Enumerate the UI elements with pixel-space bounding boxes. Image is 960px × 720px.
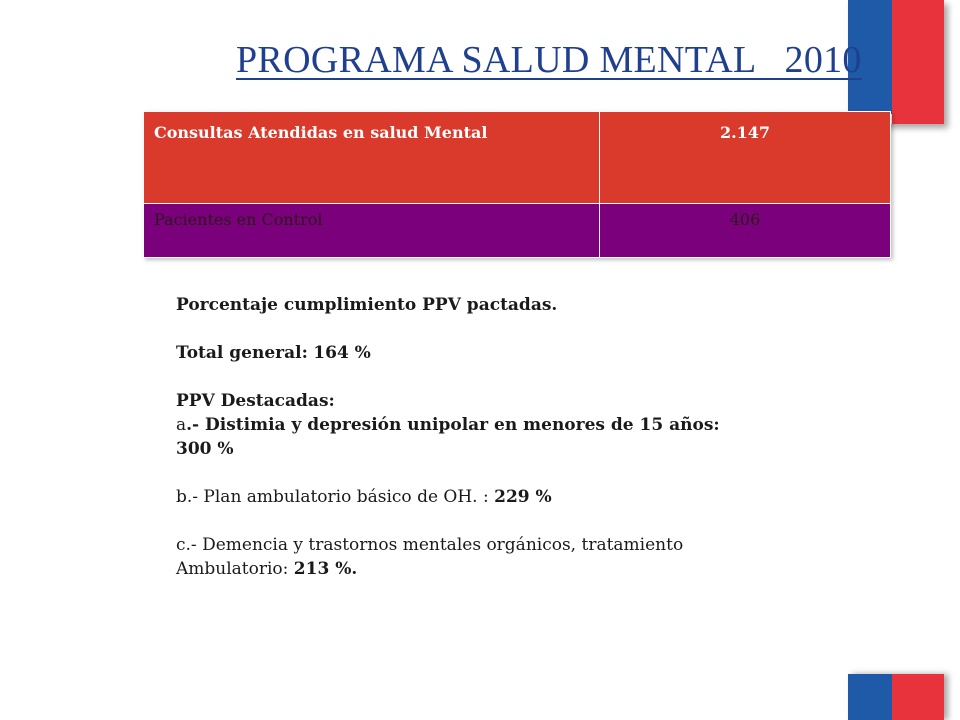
flag-blue-stripe xyxy=(848,674,892,720)
flag-decoration-top xyxy=(848,0,944,124)
item-label-line2: Ambulatorio: xyxy=(176,559,294,579)
item-label-line1: c.- Demencia y trastornos mentales orgánicos, tratamiento xyxy=(176,535,684,555)
list-item xyxy=(176,533,836,557)
ppv-summary xyxy=(176,293,836,581)
table-row xyxy=(144,112,891,204)
list-item xyxy=(176,485,836,509)
item-label: b.- Plan ambulatorio básico de OH. : xyxy=(176,487,495,507)
item-prefix: a xyxy=(176,415,187,435)
row-value: 2.147 xyxy=(600,112,891,204)
flag-red-stripe xyxy=(892,674,944,720)
page-title: PROGRAMA SALUD MENTAL 2010 xyxy=(236,39,862,81)
list-item xyxy=(176,413,836,437)
item-colon: : xyxy=(713,415,720,435)
total-label: Total general: xyxy=(176,343,308,363)
row-label: Consultas Atendidas en salud Mental xyxy=(144,112,600,204)
row-label: Pacientes en Control xyxy=(144,204,600,258)
row-value: 406 xyxy=(600,204,891,258)
summary-heading: Porcentaje cumplimiento PPV pactadas. xyxy=(176,295,558,315)
stats-table xyxy=(143,111,891,258)
flag-decoration-bottom xyxy=(848,674,944,720)
flag-red-stripe xyxy=(892,0,944,124)
item-value: 300 % xyxy=(176,439,234,459)
item-label: .- Distimia y depresión unipolar en menores de 15 años xyxy=(186,415,714,435)
highlights-heading: PPV Destacadas: xyxy=(176,391,335,411)
total-value: 164 % xyxy=(313,343,371,363)
item-value: 213 %. xyxy=(293,559,358,579)
table-row xyxy=(144,204,891,258)
item-value: 229 % xyxy=(494,487,552,507)
